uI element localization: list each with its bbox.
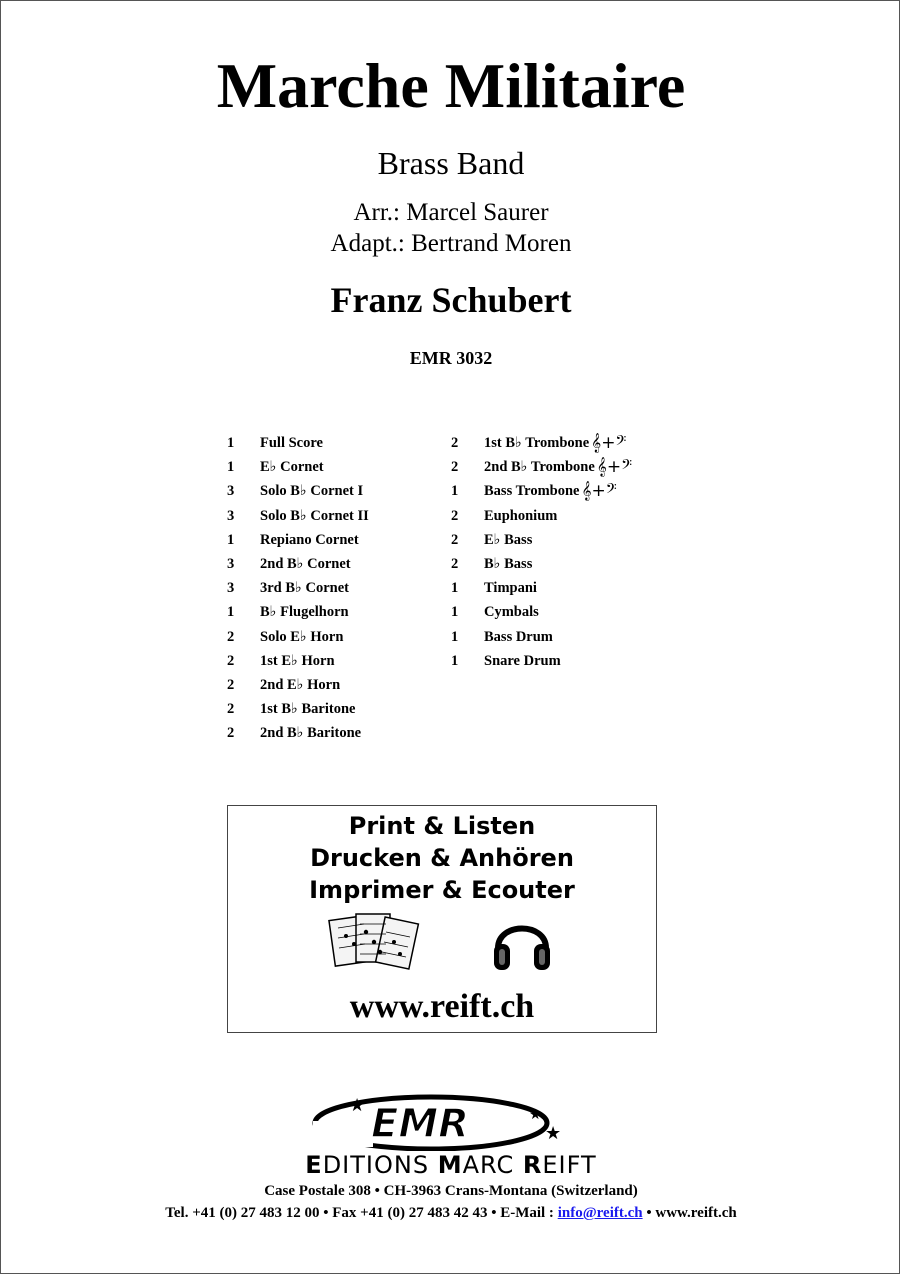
part-name: 1st B♭ Baritone: [260, 701, 356, 718]
part-quantity: 2: [227, 701, 235, 718]
catalog-number: EMR 3032: [409, 348, 493, 368]
clef-icons: 𝄞+𝄢: [581, 481, 617, 502]
part-row: [227, 673, 369, 697]
part-row: [451, 528, 632, 552]
part-quantity: 2: [227, 676, 235, 693]
part-row: [227, 721, 369, 745]
promo-website[interactable]: www.reift.ch: [349, 988, 535, 1025]
part-row: [227, 504, 369, 528]
part-name: Bass Trombone: [484, 483, 580, 500]
part-name: Solo E♭ Horn: [260, 628, 344, 645]
publisher-word-marc: ARC: [462, 1151, 523, 1179]
part-name: B♭ Flugelhorn: [260, 604, 349, 621]
clef-icons: 𝄞+𝄢: [596, 457, 633, 478]
part-name: E♭ Cornet: [260, 459, 324, 476]
part-quantity: 1: [451, 483, 459, 500]
part-row: [451, 431, 632, 455]
part-quantity: 1: [451, 580, 459, 597]
part-quantity: 3: [227, 555, 235, 572]
part-row: [227, 552, 369, 576]
logo-text: EMR: [371, 1101, 469, 1147]
part-row: [451, 625, 632, 649]
part-row: [227, 600, 369, 624]
part-row: [227, 431, 369, 455]
part-quantity: 2: [451, 459, 459, 476]
part-row: [451, 649, 632, 673]
part-row: [227, 697, 369, 721]
part-quantity: 1: [227, 604, 235, 621]
part-name: Solo B♭ Cornet II: [260, 507, 369, 524]
part-name: 3rd B♭ Cornet: [260, 580, 349, 597]
part-name: 2nd B♭ Baritone: [260, 725, 362, 742]
part-quantity: 1: [227, 435, 235, 451]
publisher-word-reift: EIFT: [542, 1151, 597, 1179]
sheet-music-icon: [328, 910, 424, 976]
part-name: Snare Drum: [484, 652, 561, 669]
part-name: 2nd B♭ Cornet: [260, 555, 351, 572]
promo-line-english: Print & Listen: [348, 812, 536, 840]
svg-text:★: ★: [529, 1107, 542, 1123]
part-row: [227, 576, 369, 600]
part-quantity: 3: [227, 580, 235, 597]
headphones-icon: [490, 908, 554, 974]
part-quantity: 1: [227, 459, 235, 476]
part-quantity: 1: [451, 604, 459, 621]
part-row: [227, 625, 369, 649]
part-quantity: 2: [227, 652, 235, 669]
publisher-initial-r: R: [522, 1151, 543, 1179]
part-quantity: 3: [227, 483, 235, 500]
svg-text:★: ★: [349, 1095, 366, 1116]
part-quantity: 1: [227, 531, 235, 548]
contact-website: • www.reift.ch: [642, 1205, 737, 1221]
publisher-word-editions: DITIONS: [322, 1151, 438, 1179]
part-row: [227, 649, 369, 673]
part-quantity: 1: [451, 628, 459, 645]
part-quantity: 3: [227, 507, 235, 524]
part-name: 1st E♭ Horn: [260, 652, 335, 669]
part-quantity: 1: [451, 652, 459, 669]
ensemble-subtitle: Brass Band: [377, 145, 525, 181]
arranger-credit: Arr.: Marcel Saurer: [353, 199, 549, 226]
publisher-initial-e: E: [305, 1151, 323, 1179]
part-name: E♭ Bass: [484, 531, 533, 548]
publisher-contact: [1, 1205, 900, 1222]
part-quantity: 2: [451, 531, 459, 548]
publisher-address: Case Postale 308 • CH-3963 Crans-Montana (Switzerland): [264, 1183, 638, 1199]
part-name: 1st B♭ Trombone: [484, 435, 590, 451]
print-listen-box[interactable]: [227, 805, 657, 1033]
contact-phone-fax: Tel. +41 (0) 27 483 12 00 • Fax +41 (0) 27 483 42 43 • E-Mail :: [165, 1205, 558, 1221]
clef-icons: 𝄞+𝄢: [591, 433, 627, 453]
part-name: Solo B♭ Cornet I: [260, 483, 364, 500]
part-row: [451, 504, 632, 528]
email-link[interactable]: info@reift.ch: [557, 1205, 643, 1221]
adapter-credit: Adapt.: Bertrand Moren: [330, 230, 572, 257]
promo-line-french: Imprimer & Ecouter: [309, 876, 575, 904]
part-row: [451, 455, 632, 479]
part-quantity: 2: [227, 628, 235, 645]
part-quantity: 2: [227, 725, 235, 742]
part-quantity: 2: [451, 555, 459, 572]
part-name: Repiano Cornet: [260, 531, 359, 548]
part-row: [451, 576, 632, 600]
part-quantity: 2: [451, 507, 459, 524]
part-name: Full Score: [260, 435, 323, 451]
part-row: [451, 479, 632, 503]
publisher-initial-m: M: [437, 1151, 463, 1179]
composer-name: Franz Schubert: [330, 280, 572, 320]
part-name: Cymbals: [484, 604, 539, 621]
part-name: 2nd E♭ Horn: [260, 676, 341, 693]
part-name: Timpani: [484, 580, 537, 597]
page-title: Marche Militaire: [216, 50, 686, 121]
publisher-name: [1, 1151, 900, 1179]
svg-text:★: ★: [545, 1123, 562, 1144]
part-name: Euphonium: [484, 507, 558, 524]
part-name: B♭ Bass: [484, 555, 533, 572]
part-row: [227, 479, 369, 503]
parts-list-right: [451, 431, 632, 673]
part-quantity: 2: [451, 435, 459, 451]
promo-line-german: Drucken & Anhören: [310, 844, 574, 872]
part-name: Bass Drum: [484, 628, 553, 645]
part-name: 2nd B♭ Trombone: [484, 459, 595, 476]
part-row: [227, 528, 369, 552]
emr-logo: [311, 1091, 591, 1151]
part-row: [451, 552, 632, 576]
parts-list-left: [227, 431, 369, 745]
part-row: [451, 600, 632, 624]
part-row: [227, 455, 369, 479]
